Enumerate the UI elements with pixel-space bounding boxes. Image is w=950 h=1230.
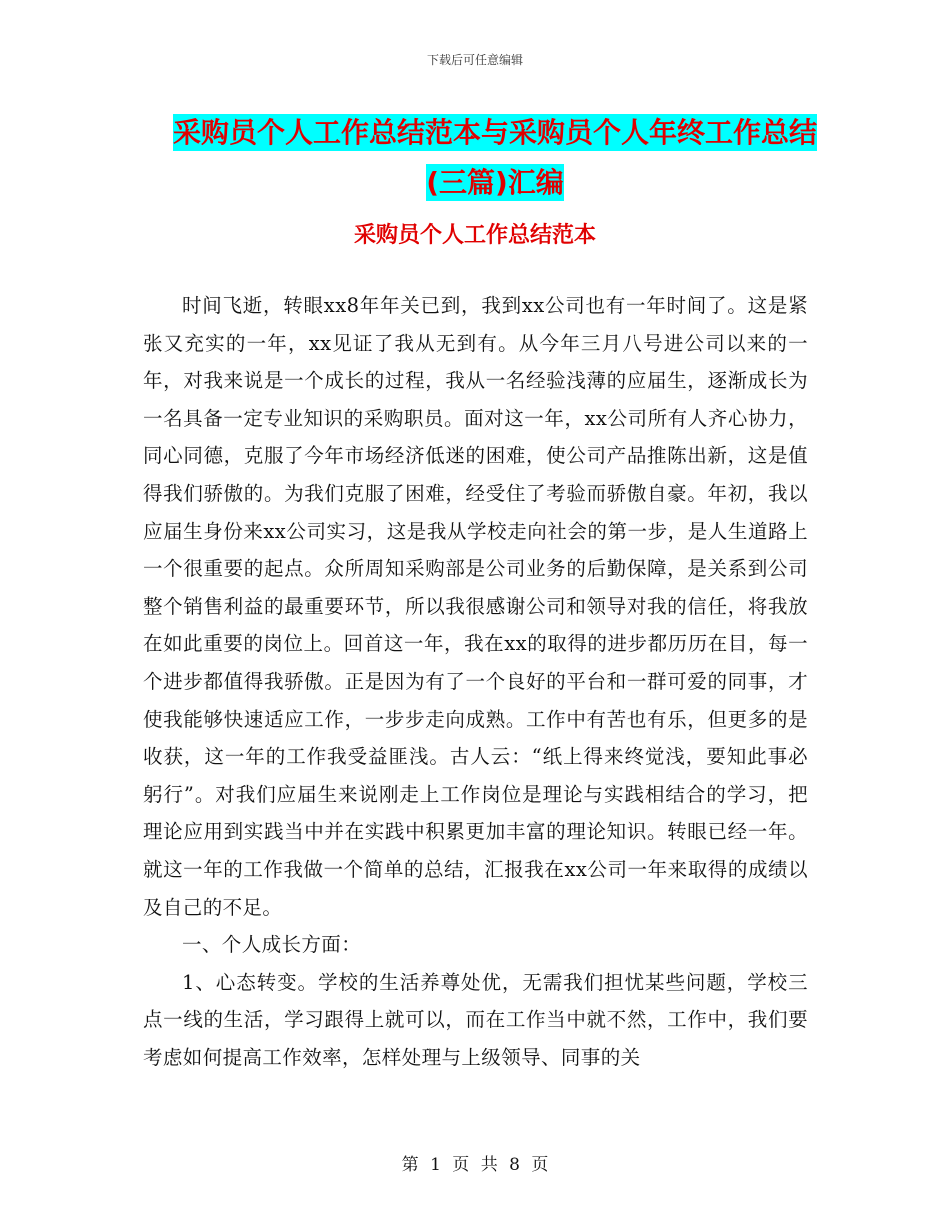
paragraph-mindset-change: 1、心态转变。学校的生活养尊处优，无需我们担忧某些问题，学校三点一线的生活，学习跟得上就可以，而在工作当中就不然，工作中，我们要考虑如何提高工作效率，怎样处理与上级领导、同事的关	[143, 970, 808, 1069]
page-number: 第 1 页 共 8 页	[401, 1155, 549, 1175]
document-body	[143, 287, 808, 1076]
paragraph-intro: 时间飞逝，转眼xx8年年关已到，我到xx公司也有一年时间了。这是紧张又充实的一年，xx见证了我从无到有。从今年三月八号进公司以来的一年，对我来说是一个成长的过程，我从一名经验浅薄的应届生，逐渐成长为一名具备一定专业知识的采购职员。面对这一年，xx公司所有人齐心协力，同心同德，克服了今年市场经济低迷的困难，使公司产品推陈出新，这是值得我们骄傲的。为我们克服了困难，经受住了考验而骄傲自豪。年初，我以应届生身份来xx公司实习，这是我从学校走向社会的第一步，是人生道路上一个很重要的起点。众所周知采购部是公司业务的后勤保障，是关系到公司整个销售利益的最重要环节，所以我很感谢公司和领导对我的信任，将我放在如此重要的岗位上。回首这一年，我在xx的取得的进步都历历在目，每一个进步都值得我骄傲。正是因为有了一个良好的平台和一群可爱的同事，才使我能够快速适应工作，一步步走向成熟。工作中有苦也有乐，但更多的是收获，这一年的工作我受益匪浅。古人云：“纸上得来终觉浅，要知此事必躬行”。对我们应届生来说刚走上工作岗位是理论与实践相结合的学习，把理论应用到实践当中并在实践中积累更加丰富的理论知识。转眼已经一年。就这一年的工作我做一个简单的总结，汇报我在xx公司一年来取得的成绩以及自己的不足。	[143, 294, 808, 919]
document-title-line-1: 采购员个人工作总结范本与采购员个人年终工作总结	[172, 116, 817, 149]
document-title	[150, 108, 840, 208]
section-title: 采购员个人工作总结范本	[353, 223, 596, 248]
document-title-line-2: (三篇)汇编	[426, 166, 564, 199]
page-header-note: 下载后可任意编辑	[426, 53, 523, 67]
paragraph-heading-personal-growth: 一、个人成长方面：	[182, 933, 362, 957]
